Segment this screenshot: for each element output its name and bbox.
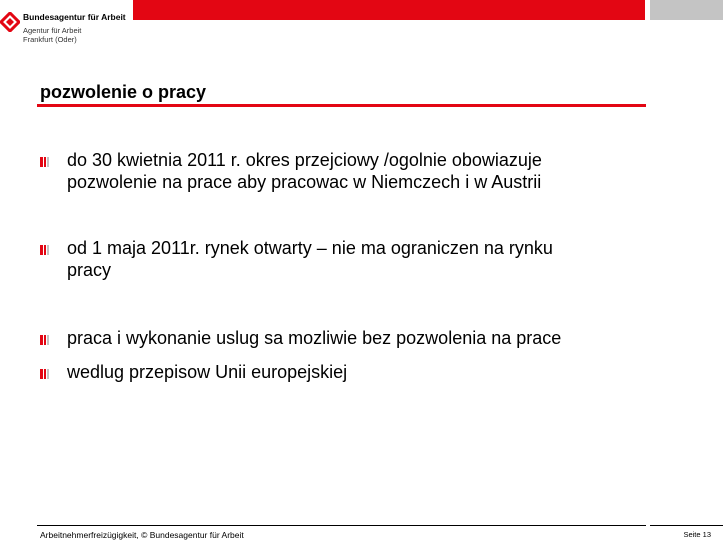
page-number: Seite 13 <box>683 530 711 539</box>
ba-logo-icon <box>0 12 20 32</box>
bullet-text <box>67 149 542 193</box>
slide-title: pozwolenie o pracy <box>40 82 207 102</box>
bullet-text <box>67 327 561 349</box>
footer-text: Arbeitnehmerfreizügigkeit, © Bundesagentur für Arbeit <box>40 530 244 540</box>
title-underline <box>37 104 646 107</box>
org-sub-line1: Agentur für Arbeit <box>23 26 82 35</box>
bullet-line: pozwolenie na prace aby pracowac w Niemczech i w Austrii <box>67 172 542 192</box>
bullet-line: od 1 maja 2011r. rynek otwarty – nie ma ograniczen na rynku <box>67 238 553 258</box>
header-red-bar <box>133 0 645 20</box>
org-name: Bundesagentur für Arbeit <box>23 12 126 22</box>
org-subtitle <box>23 26 81 44</box>
bullet-text <box>67 361 347 383</box>
footer-divider <box>37 525 646 526</box>
bullet-line: do 30 kwietnia 2011 r. okres przejciowy /ogolnie obowiazuje <box>67 150 542 170</box>
bullet-line: pracy <box>67 260 112 280</box>
header-grey-bar <box>650 0 723 20</box>
bullet-line: praca i wykonanie uslug sa mozliwie bez pozwolenia na prace <box>67 328 562 348</box>
bullet-text <box>67 237 553 281</box>
footer-divider-right <box>650 525 723 526</box>
org-sub-line2: Frankfurt (Oder) <box>23 35 77 44</box>
bullet-line: wedlug przepisow Unii europejskiej <box>67 362 348 382</box>
